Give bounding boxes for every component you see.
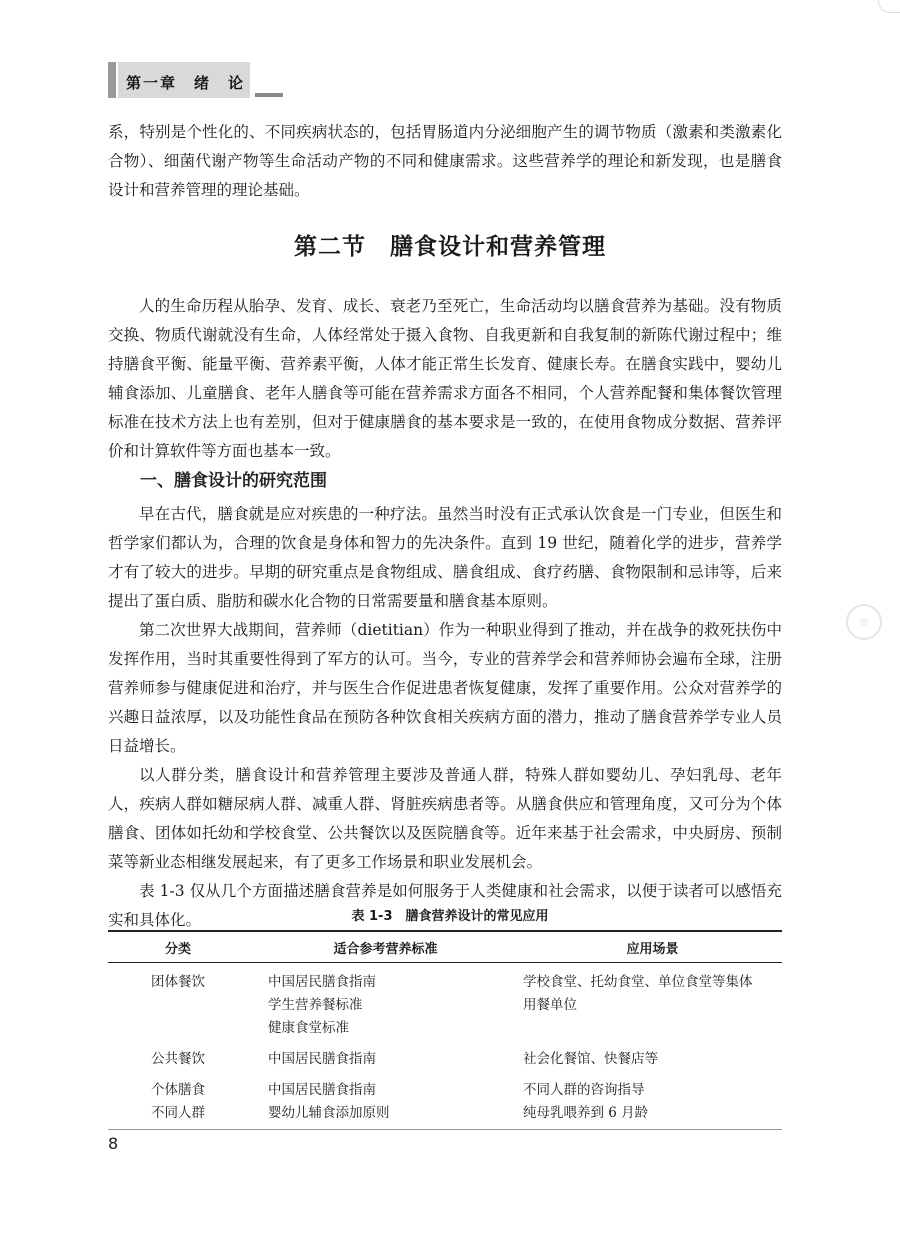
table-header-row [108, 931, 782, 963]
table-row [108, 963, 782, 1041]
corner-scan-mark [878, 0, 900, 13]
table-row [108, 1071, 782, 1130]
table-cell-category: 个体膳食 不同人群 [108, 1071, 248, 1130]
body-paragraphs [108, 500, 782, 935]
table-cell-standards: 中国居民膳食指南 婴幼儿辅食添加原则 [248, 1071, 523, 1130]
table-caption: 表 1-3 膳食营养设计的常见应用 [351, 909, 549, 924]
table-cell-scenario: 学校食堂、托幼食堂、单位食堂等集体 用餐单位 [523, 974, 753, 1013]
paragraph: 早在古代，膳食就是应对疾患的一种疗法。虽然当时没有正式承认饮食是一门专业，但医生和哲学家们都认为，合理的饮食是身体和智力的先决条件。直到 19 世纪，随着化学的进步，营养学才有了较大的进步。早期的研究重点是食物组成、膳食组成、食疗药膳、食物限制和忌讳等，后来提出了蛋白质、脂肪和碳水化合物的日常需要量和膳食基本原则。 [108, 505, 782, 610]
subsection-title: 一、膳食设计的研究范围 [140, 471, 327, 491]
paragraph: 第二次世界大战期间，营养师（dietitian）作为一种职业得到了推动，并在战争的救死扶伤中发挥作用，当时其重要性得到了军方的认可。当今，专业的营养学会和营养师协会遍布全球，注册营养师参与健康促进和治疗，并与医生合作促进患者恢复健康，发挥了重要作用。公众对营养学的兴趣日益浓厚，以及功能性食品在预防各种饮食相关疾病方面的潜力，推动了膳食营养学专业人员日益增长。 [108, 621, 782, 755]
chapter-header-rule [255, 93, 283, 97]
applications-table [108, 930, 782, 1130]
section-paragraph: 人的生命历程从胎孕、发育、成长、衰老乃至死亡，生命活动均以膳食营养为基础。没有物质交换、物质代谢就没有生命，人体经常处于摄入食物、自我更新和自我复制的新陈代谢过程中；维持膳食平衡、能量平衡、营养素平衡，人体才能正常生长发育、健康长寿。在膳食实践中，婴幼儿辅食添加、儿童膳食、老年人膳食等可能在营养需求方面各不相同，个人营养配餐和集体餐饮管理标准在技术方法上也有差别，但对于健康膳食的基本要求是一致的，在使用食物成分数据、营养评价和计算软件等方面也基本一致。 [108, 297, 782, 460]
table-cell-category: 公共餐饮 [151, 1051, 205, 1067]
table-cell-scenario: 不同人群的咨询指导 纯母乳喂养到 6 月龄 [523, 1071, 782, 1130]
section-title: 第二节 膳食设计和营养管理 [294, 234, 606, 260]
table-cell-standards: 中国居民膳食指南 学生营养餐标准 健康食堂标准 [268, 974, 376, 1036]
paragraph: 以人群分类，膳食设计和营养管理主要涉及普通人群，特殊人群如婴幼儿、孕妇乳母、老年人，疾病人群如糖尿病人群、减重人群、肾脏疾病患者等。从膳食供应和管理角度，又可分为个体膳食、团体如托幼和学校食堂、公共餐饮以及医院膳食等。近年来基于社会需求，中央厨房、预制菜等新业态相继发展起来，有了更多工作场景和职业发展机会。 [108, 766, 782, 871]
intro-paragraph: 系，特别是个性化的、不同疾病状态的，包括胃肠道内分泌细胞产生的调节物质（激素和类激素化合物）、细菌代谢产物等生命活动产物的不同和健康需求。这些营养学的理论和新发现，也是膳食设计和营养管理的理论基础。 [108, 123, 782, 199]
page-number: 8 [108, 1134, 119, 1153]
table-header-scenario: 应用场景 [523, 931, 782, 963]
paragraph: 表 1-3 仅从几个方面描述膳食营养是如何服务于人类健康和社会需求，以便于读者可以感悟充实和具体化。 [108, 882, 782, 929]
watermark-stamp: ◎ [846, 604, 882, 640]
table-row [108, 1040, 782, 1071]
table-header-standards: 适合参考营养标准 [248, 931, 523, 963]
table-cell-category: 团体餐饮 [151, 974, 205, 990]
table-cell-standards: 中国居民膳食指南 [268, 1051, 376, 1067]
table-header-category: 分类 [108, 931, 248, 963]
table-cell-scenario: 社会化餐馆、快餐店等 [523, 1051, 658, 1067]
chapter-header-title: 第一章 绪 论 [126, 74, 246, 92]
